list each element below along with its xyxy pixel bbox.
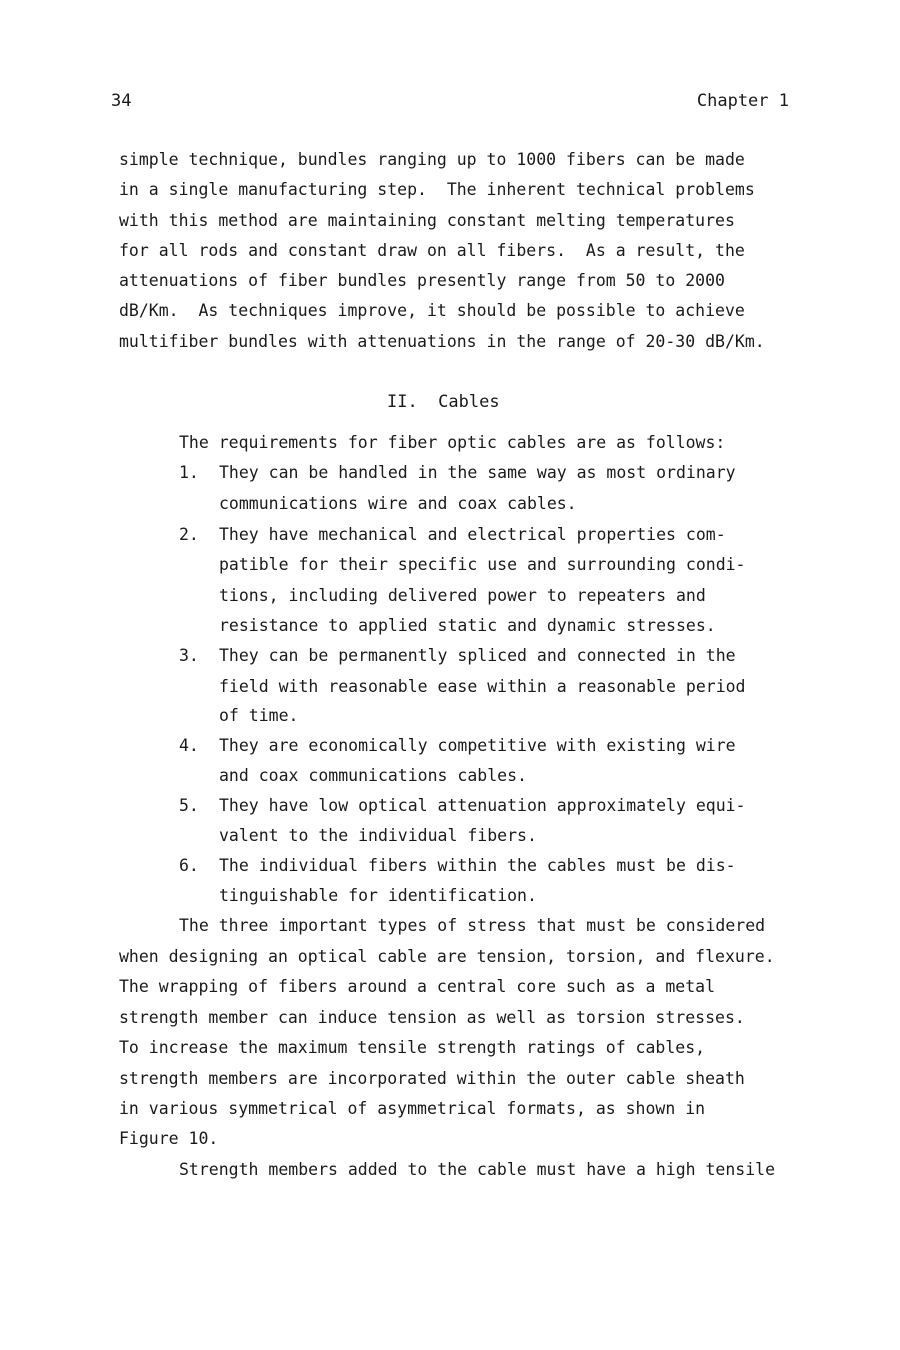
chapter-label: Chapter 1 [696, 91, 789, 111]
list-number: 4. [179, 736, 199, 755]
text-line: in a single manufacturing step. The inherent technical problems [119, 180, 755, 199]
text-line: patible for their specific use and surrounding condi- [219, 555, 746, 574]
text-line: of time. [219, 706, 299, 725]
text-line: dB/Km. As techniques improve, it should be possible to achieve [119, 301, 745, 320]
text-line: tinguishable for identification. [219, 886, 537, 905]
section-lead: The requirements for fiber optic cables are as follows: [179, 433, 726, 452]
page-number: 34 [111, 91, 132, 111]
text-line: for all rods and constant draw on all fibers. As a result, the [119, 241, 745, 260]
text-line: The individual fibers within the cables must be dis- [219, 856, 736, 875]
section-heading: II. Cables [387, 392, 500, 412]
text-line: Strength members added to the cable must have a high tensile [179, 1160, 776, 1179]
text-line: valent to the individual fibers. [219, 826, 537, 845]
text-line: They can be handled in the same way as most ordinary [219, 463, 736, 482]
text-line: tions, including delivered power to repeaters and [219, 586, 706, 605]
text-line: They have mechanical and electrical properties com- [219, 525, 726, 544]
text-line: resistance to applied static and dynamic stresses. [219, 616, 716, 635]
text-line: with this method are maintaining constant melting temperatures [119, 211, 735, 230]
text-line: To increase the maximum tensile strength ratings of cables, [119, 1038, 706, 1057]
text-line: They can be permanently spliced and connected in the [219, 646, 736, 665]
text-line: The wrapping of fibers around a central core such as a metal [119, 977, 716, 996]
list-number: 2. [179, 525, 199, 544]
text-line: They are economically competitive with existing wire [219, 736, 736, 755]
text-line: The three important types of stress that must be considered [179, 916, 766, 935]
list-number: 5. [179, 796, 199, 815]
text-line: simple technique, bundles ranging up to 1000 fibers can be made [119, 150, 745, 169]
text-line: multifiber bundles with attenuations in the range of 20-30 dB/Km. [119, 332, 765, 351]
list-number: 6. [179, 856, 199, 875]
text-line: in various symmetrical of asymmetrical formats, as shown in [119, 1099, 706, 1118]
text-line: when designing an optical cable are tension, torsion, and flexure. [119, 947, 775, 966]
text-line: strength members are incorporated within the outer cable sheath [119, 1069, 745, 1088]
text-line: They have low optical attenuation approximately equi- [219, 796, 746, 815]
text-line: Figure 10. [119, 1129, 219, 1148]
text-line: strength member can induce tension as well as torsion stresses. [119, 1008, 745, 1027]
text-line: communications wire and coax cables. [219, 494, 577, 513]
text-line: field with reasonable ease within a reasonable period [219, 677, 746, 696]
list-number: 1. [179, 463, 199, 482]
text-line: attenuations of fiber bundles presently range from 50 to 2000 [119, 271, 725, 290]
text-line: and coax communications cables. [219, 766, 527, 785]
list-number: 3. [179, 646, 199, 665]
